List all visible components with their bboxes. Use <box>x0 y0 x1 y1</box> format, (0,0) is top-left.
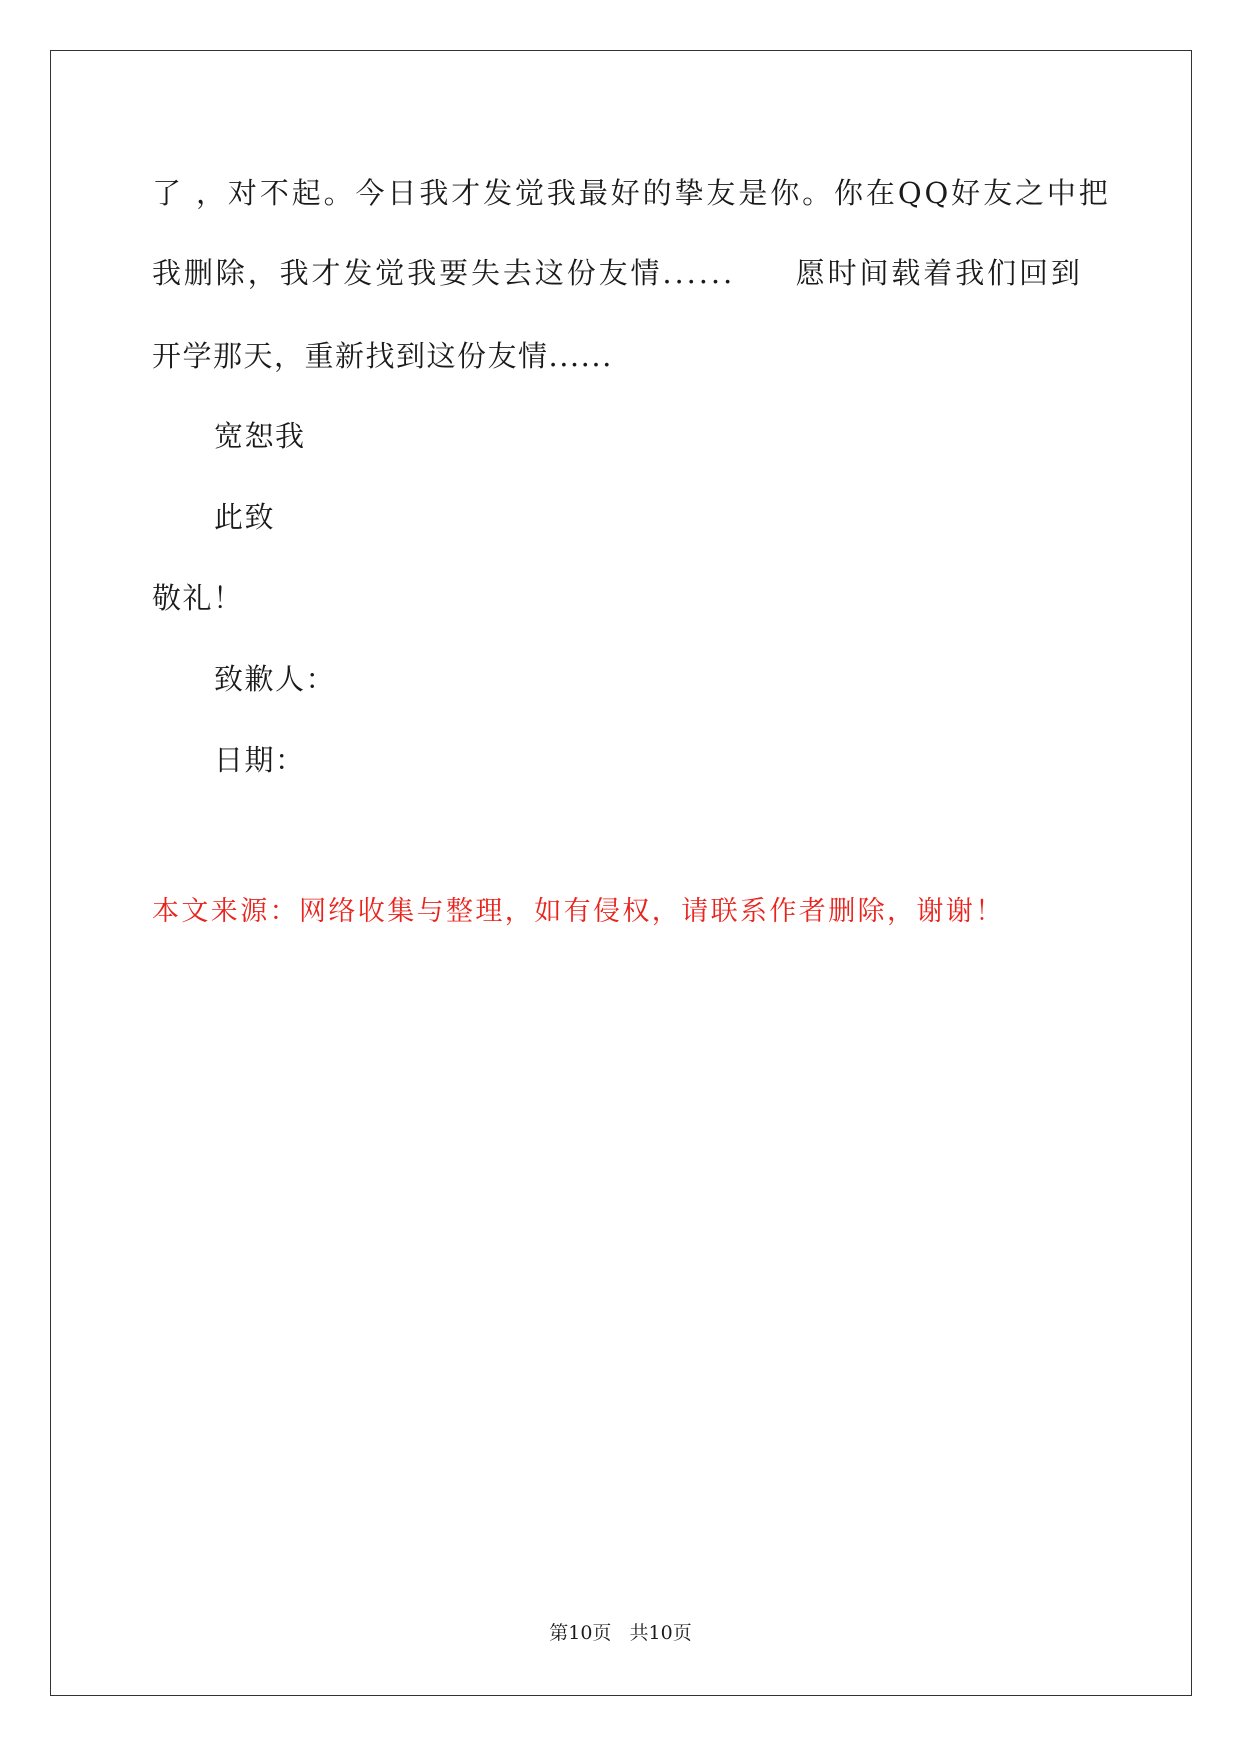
page-number-footer: 第10页 共10页 <box>549 1622 692 1644</box>
closing-regards: 敬礼！ <box>152 581 244 615</box>
closing-line-forgive-me: 宽恕我 <box>214 419 306 453</box>
body-line: 开学那天，重新找到这份友情...... <box>152 339 613 373</box>
page-border <box>50 50 1192 1696</box>
body-line: 了 ，对不起。今日我才发觉我最好的挚友是你。你在QQ好友之中把 <box>152 176 1111 210</box>
body-line: 我删除，我才发觉我要失去这份友情...... 愿时间载着我们回到 <box>152 256 1083 290</box>
source-disclaimer: 本文来源：网络收集与整理，如有侵权，请联系作者删除，谢谢！ <box>152 896 1005 927</box>
signature-label: 致歉人： <box>214 662 337 696</box>
closing-salutation: 此致 <box>214 500 276 534</box>
date-label: 日期： <box>214 743 306 777</box>
